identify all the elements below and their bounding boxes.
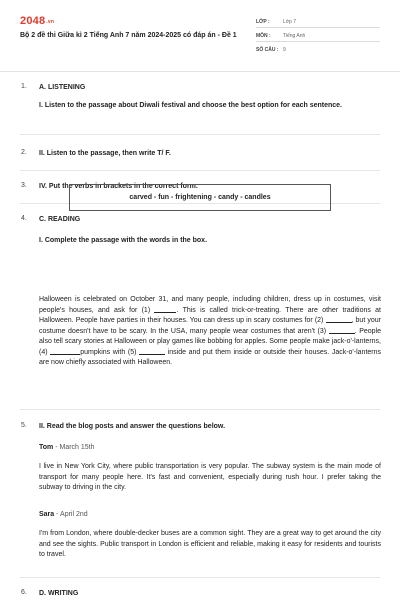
document-title: Bộ 2 đề thi Giữa kì 2 Tiếng Anh 7 năm 2024-2025 có đáp án - Đề 1 (20, 32, 237, 39)
passage-text: . People also tell scary stories at Halloween or play games like bobbing for apples. Some people make jack-o'-lanterns, (4) (39, 327, 381, 356)
meta-row-subject (256, 30, 380, 42)
document-header (0, 0, 400, 72)
meta-value: Tiếng Anh (283, 33, 306, 39)
logo-text: 2048 (20, 15, 46, 27)
blog-author: Sara (39, 511, 55, 518)
meta-value: 9 (283, 47, 286, 53)
meta-value: Lớp 7 (283, 19, 297, 25)
blog-separator: - (54, 511, 61, 518)
section-heading-reading: C. READING (39, 216, 81, 223)
word-box: carved - fun - frightening - candy - candles (69, 184, 331, 211)
blog-separator: - (53, 444, 60, 451)
question-text: I. Listen to the passage about Diwali festival and choose the best option for each sentence. (39, 102, 343, 109)
blog-author: Tom (39, 444, 54, 451)
question-text: II. Listen to the passage, then write T/ F. (39, 150, 171, 157)
divider (20, 577, 380, 578)
meta-key: MÔN : (256, 33, 271, 39)
reading-passage (39, 295, 381, 369)
question-number: 2. (21, 149, 27, 156)
question-number: 3. (21, 182, 27, 189)
blank-3[interactable] (329, 327, 355, 334)
question-text: I. Complete the passage with the words in the box. (39, 237, 208, 244)
meta-row-count (256, 44, 380, 56)
question-text: IV. Put the verbs in brackets in the correct form. (39, 183, 198, 190)
blog-post-text: I live in New York City, where public transportation is very popular. The subway system is the main mode of transport for many people here. It's fast and convenient, especially during rush hour. I prefer taking the subway to driving in the city. (39, 463, 381, 491)
divider (20, 170, 380, 171)
blank-2[interactable] (326, 316, 352, 323)
passage-text: , but your costume doesn't have to be scary. In the USA, many people wear costumes that aren't (3) (39, 317, 381, 335)
blog-date: March 15th (59, 444, 95, 451)
question-number: 6. (21, 589, 27, 596)
passage-text: . This is called trick-or-treating. There are other traditions at Halloween. People have parties in their houses. You can dress up in scary costumes for (2) (39, 306, 381, 324)
blog-post-text: I'm from London, where double-decker buses are a common sight. They are a great way to get around the city and see the sights. Public transport in London is efficient and reliable, making it easy for residents and tourists to travel. (39, 530, 381, 558)
section-heading-writing: D. WRITING (39, 590, 79, 597)
blog-post-header (39, 443, 381, 454)
question-number: 4. (21, 215, 27, 222)
divider (20, 134, 380, 135)
blank-1[interactable] (154, 306, 176, 313)
section-heading-listening: A. LISTENING (39, 84, 86, 91)
meta-key: LỚP : (256, 19, 270, 25)
blog-date: April 2nd (60, 511, 88, 518)
blog-post-header (39, 510, 381, 521)
passage-text: pumpkins with (5) (80, 348, 137, 356)
meta-key: SỐ CÂU : (256, 47, 279, 53)
blank-5[interactable] (139, 348, 165, 355)
divider (20, 409, 380, 410)
logo-suffix: .vn (46, 19, 55, 25)
site-logo[interactable] (20, 15, 54, 27)
question-text: II. Read the blog posts and answer the questions below. (39, 423, 226, 430)
meta-row-class (256, 16, 380, 28)
blank-4[interactable] (50, 348, 80, 355)
question-number: 1. (21, 83, 27, 90)
question-number: 5. (21, 422, 27, 429)
passage-text: Halloween is celebrated on October 31, and many people, including children, dress up in costumes, visit people's houses, and ask for (1) (39, 296, 381, 314)
passage-text: inside and put them inside or outside their houses. Jack-o'-lanterns are now chiefly associated with Halloween. (39, 348, 382, 366)
